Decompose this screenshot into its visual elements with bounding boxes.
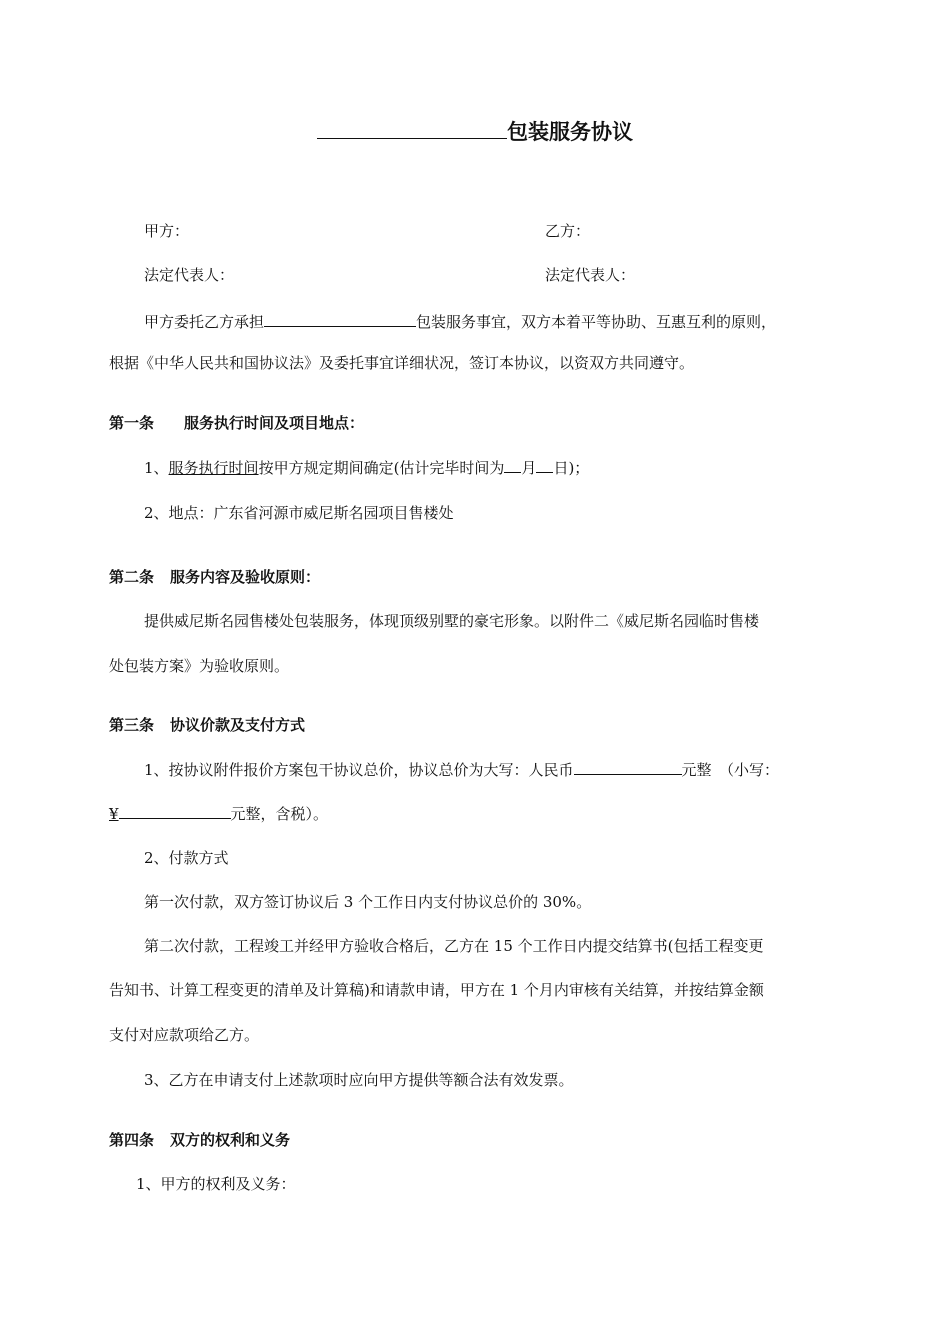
intro-text-a: 甲方委托乙方承担 (144, 312, 265, 331)
article-3-title: 协议价款及支付方式 (170, 716, 306, 734)
article-2-para-line-1: 提供威尼斯名园售楼处包装服务，体现顶级别墅的豪宅形象。以附件二《威尼斯名园临时售楼 (144, 612, 760, 630)
article-2-title: 服务内容及验收原则： (170, 568, 321, 586)
day-blank (536, 456, 553, 473)
article-4-heading (109, 1129, 290, 1151)
article-3-payment-2-line-1: 第二次付款，工程竣工并经甲方验收合格后，乙方在 15 个工作日内提交结算书(包括工程变更 (144, 937, 764, 955)
intro-blank (264, 310, 416, 327)
party-b-rep-label: 法定代表人： (545, 266, 636, 284)
item-text: 按甲方规定期间确定(估计完毕时间为 (258, 458, 505, 477)
price-figures-blank (119, 802, 231, 819)
article-4-title: 双方的权利和义务 (170, 1131, 291, 1149)
item-number: 1、 (144, 458, 169, 477)
day-label: 日)； (553, 458, 590, 477)
article-3-number: 第三条 (109, 716, 155, 734)
month-label: 月 (521, 458, 537, 477)
article-1-item-1 (144, 456, 589, 479)
party-a-rep-label: 法定代表人： (144, 266, 235, 284)
intro-line-2: 根据《中华人民共和国协议法》及委托事宜详细状况，签订本协议，以资双方共同遵守。 (109, 354, 695, 372)
article-1-heading (109, 412, 364, 434)
price-words-blank (574, 758, 682, 775)
price-text: 1、按协议附件报价方案包干协议总价，协议总价为大写：人民币 (144, 760, 574, 779)
month-blank (504, 456, 521, 473)
article-3-heading (109, 714, 305, 736)
article-2-heading (109, 566, 320, 588)
title-blank-line (317, 116, 507, 139)
price-text-d: 元整，含税）。 (230, 804, 329, 823)
article-3-item-3: 3、乙方在申请支付上述款项时应向甲方提供等额合法有效发票。 (144, 1071, 574, 1089)
article-3-payment-1: 第一次付款，双方签订协议后 3 个工作日内支付协议总价的 30%。 (144, 893, 592, 911)
party-a-label: 甲方： (144, 222, 190, 240)
article-2-number: 第二条 (109, 568, 155, 586)
underlined-term: 服务执行时间 (168, 458, 259, 477)
article-3-item-1-line-2 (109, 802, 328, 825)
article-4-item-1: 1、甲方的权利及义务： (136, 1175, 296, 1193)
price-text-b: 元整 （小写： (681, 760, 780, 779)
document-title (0, 116, 950, 147)
article-1-item-2: 2、地点：广东省河源市威尼斯名园项目售楼处 (144, 504, 454, 522)
party-b-label: 乙方： (545, 222, 591, 240)
yen-symbol: ¥ (109, 804, 119, 823)
article-3-item-2: 2、付款方式 (144, 849, 229, 867)
article-2-para-line-2: 处包装方案》为验收原则。 (109, 657, 290, 675)
article-4-number: 第四条 (109, 1131, 155, 1149)
intro-text-b: 包装服务事宜，双方本着平等协助、互惠互利的原则， (416, 312, 777, 331)
article-1-number: 第一条 (109, 414, 155, 432)
article-3-payment-2-line-2: 告知书、计算工程变更的清单及计算稿)和请款申请，甲方在 1 个月内审核有关结算，并按结算金额 (109, 981, 764, 999)
article-3-item-1-line-1 (144, 758, 779, 781)
article-3-payment-2-line-3: 支付对应款项给乙方。 (109, 1026, 260, 1044)
title-text: 包装服务协议 (507, 120, 633, 145)
article-1-title: 服务执行时间及项目地点： (184, 414, 365, 432)
intro-line-1 (144, 310, 776, 333)
